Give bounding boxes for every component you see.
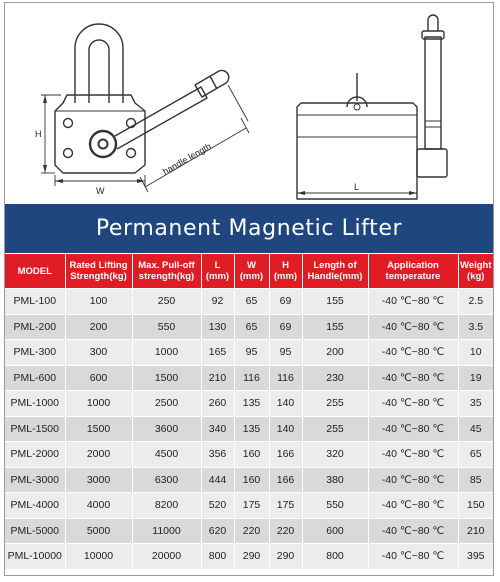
table-cell: 45 (458, 416, 493, 442)
table-cell: 65 (458, 442, 493, 468)
model-cell: PML-300 (5, 340, 65, 366)
column-header-text: Rated Lifting (69, 260, 128, 271)
table-cell: 255 (302, 416, 368, 442)
table-cell: 200 (65, 314, 132, 340)
lifter-diagram (5, 3, 493, 203)
pivot-hub (90, 131, 116, 157)
table-row (5, 289, 493, 315)
column-header (269, 254, 302, 289)
handle-shaft (425, 37, 441, 149)
column-header-text: MODEL (17, 265, 52, 277)
table-cell: 95 (234, 340, 269, 366)
title-banner (5, 204, 493, 253)
table-cell: -40 ℃~80 ℃ (368, 391, 458, 417)
page-title: Permanent Magnetic Lifter (95, 216, 403, 241)
model-cell: PML-4000 (5, 493, 65, 519)
table-cell: 95 (269, 340, 302, 366)
column-header-text: (mm) (273, 271, 298, 282)
column-header-text: temperature (385, 271, 441, 282)
table-cell: 10000 (65, 544, 132, 569)
release-handle (115, 87, 207, 149)
table-row (5, 544, 493, 569)
column-header-text: Handle(mm) (307, 271, 363, 282)
table-cell: 1500 (65, 416, 132, 442)
table-cell: 600 (302, 518, 368, 544)
table-cell: 550 (302, 493, 368, 519)
table-cell: 4500 (132, 442, 201, 468)
product-spec-sheet (4, 2, 494, 576)
column-header-text: Max. Pull-off (138, 260, 195, 271)
column-header-text: Application (387, 260, 439, 271)
spec-table (5, 254, 493, 569)
table-cell: 10 (458, 340, 493, 366)
column-header-text: H (282, 260, 289, 271)
column-header-text: strength(kg) (138, 271, 195, 282)
table-cell: 290 (234, 544, 269, 569)
dim-h-label: H (35, 129, 42, 139)
column-header-text: (kg) (467, 271, 485, 282)
table-cell: 340 (201, 416, 234, 442)
table-cell: 160 (234, 467, 269, 493)
technical-drawing (5, 3, 493, 203)
table-cell: 2500 (132, 391, 201, 417)
table-row (5, 493, 493, 519)
table-cell: 210 (458, 518, 493, 544)
table-cell: 85 (458, 467, 493, 493)
model-cell: PML-100 (5, 289, 65, 315)
table-cell: -40 ℃~80 ℃ (368, 467, 458, 493)
column-header (368, 254, 458, 289)
column-header-text: Strength(kg) (70, 271, 127, 282)
table-cell: 150 (458, 493, 493, 519)
model-cell: PML-200 (5, 314, 65, 340)
table-cell: 130 (201, 314, 234, 340)
dim-l-label: L (354, 182, 360, 192)
column-header (302, 254, 368, 289)
table-cell: 220 (234, 518, 269, 544)
dim-w-label: W (96, 186, 105, 196)
table-cell: 5000 (65, 518, 132, 544)
table-cell: 140 (269, 416, 302, 442)
table-cell: 255 (302, 391, 368, 417)
table-cell: -40 ℃~80 ℃ (368, 314, 458, 340)
handle-length-label: handle length (161, 141, 213, 177)
table-cell: 210 (201, 365, 234, 391)
bolt-hole (64, 149, 73, 158)
model-cell: PML-2000 (5, 442, 65, 468)
table-cell: -40 ℃~80 ℃ (368, 493, 458, 519)
table-cell: 100 (65, 289, 132, 315)
shackle-outline (75, 24, 123, 103)
table-cell: 65 (234, 314, 269, 340)
table-cell: 116 (269, 365, 302, 391)
column-header-text: (mm) (205, 271, 230, 282)
table-cell: 800 (302, 544, 368, 569)
table-cell: 20000 (132, 544, 201, 569)
table-cell: 65 (234, 289, 269, 315)
table-cell: 165 (201, 340, 234, 366)
table-cell: 140 (269, 391, 302, 417)
table-cell: 550 (132, 314, 201, 340)
table-cell: -40 ℃~80 ℃ (368, 289, 458, 315)
table-cell: 69 (269, 289, 302, 315)
table-cell: 166 (269, 442, 302, 468)
table-cell: 800 (201, 544, 234, 569)
table-cell: 19 (458, 365, 493, 391)
table-cell: 290 (269, 544, 302, 569)
table-row (5, 391, 493, 417)
table-cell: 8200 (132, 493, 201, 519)
column-header-text: L (214, 260, 221, 271)
table-cell: 200 (302, 340, 368, 366)
column-header-text: (mm) (239, 271, 264, 282)
shackle-inner (89, 40, 109, 103)
table-cell: 3000 (65, 467, 132, 493)
bolt-hole (127, 149, 136, 158)
table-cell: 166 (269, 467, 302, 493)
column-header (132, 254, 201, 289)
table-cell: -40 ℃~80 ℃ (368, 442, 458, 468)
table-cell: 116 (234, 365, 269, 391)
model-cell: PML-5000 (5, 518, 65, 544)
table-cell: 250 (132, 289, 201, 315)
handle-knob (428, 15, 438, 31)
table-cell: 6300 (132, 467, 201, 493)
table-cell: 444 (201, 467, 234, 493)
table-row (5, 365, 493, 391)
table-cell: 220 (269, 518, 302, 544)
table-cell: 175 (269, 493, 302, 519)
model-cell: PML-600 (5, 365, 65, 391)
column-header (201, 254, 234, 289)
table-cell: 135 (234, 416, 269, 442)
column-header-text: W (247, 260, 256, 271)
model-cell: PML-1000 (5, 391, 65, 417)
model-cell: PML-1500 (5, 416, 65, 442)
table-cell: 380 (302, 467, 368, 493)
table-cell: 135 (234, 391, 269, 417)
column-header-text: Length of (313, 260, 357, 271)
table-cell: 1000 (132, 340, 201, 366)
table-header-row (5, 254, 493, 289)
table-row (5, 416, 493, 442)
table-cell: 3.5 (458, 314, 493, 340)
table-cell: 2.5 (458, 289, 493, 315)
table-cell: 4000 (65, 493, 132, 519)
table-cell: 175 (234, 493, 269, 519)
table-cell: -40 ℃~80 ℃ (368, 416, 458, 442)
column-header (65, 254, 132, 289)
table-cell: 600 (65, 365, 132, 391)
magnet-body-front (55, 95, 145, 173)
table-cell: 356 (201, 442, 234, 468)
table-cell: 2000 (65, 442, 132, 468)
table-cell: 1000 (65, 391, 132, 417)
column-header-text: Weight (460, 260, 492, 271)
model-cell: PML-10000 (5, 544, 65, 569)
table-row (5, 340, 493, 366)
table-cell: 35 (458, 391, 493, 417)
model-cell: PML-3000 (5, 467, 65, 493)
table-row (5, 518, 493, 544)
table-row (5, 314, 493, 340)
table-cell: 155 (302, 289, 368, 315)
table-cell: 1500 (132, 365, 201, 391)
table-cell: 300 (65, 340, 132, 366)
bolt-hole (64, 119, 73, 128)
table-cell: 69 (269, 314, 302, 340)
column-header (458, 254, 493, 289)
table-row (5, 467, 493, 493)
table-cell: 320 (302, 442, 368, 468)
table-row (5, 442, 493, 468)
table-cell: 395 (458, 544, 493, 569)
table-cell: -40 ℃~80 ℃ (368, 340, 458, 366)
column-header (234, 254, 269, 289)
table-cell: 92 (201, 289, 234, 315)
table-cell: 11000 (132, 518, 201, 544)
handle-housing (417, 149, 447, 177)
table-cell: 3600 (132, 416, 201, 442)
table-body (5, 289, 493, 569)
table-cell: -40 ℃~80 ℃ (368, 544, 458, 569)
table-cell: -40 ℃~80 ℃ (368, 518, 458, 544)
table-cell: 160 (234, 442, 269, 468)
table-cell: 260 (201, 391, 234, 417)
table-cell: 155 (302, 314, 368, 340)
column-header (5, 254, 65, 289)
table-cell: 620 (201, 518, 234, 544)
table-cell: 230 (302, 365, 368, 391)
table-cell: -40 ℃~80 ℃ (368, 365, 458, 391)
table-cell: 520 (201, 493, 234, 519)
